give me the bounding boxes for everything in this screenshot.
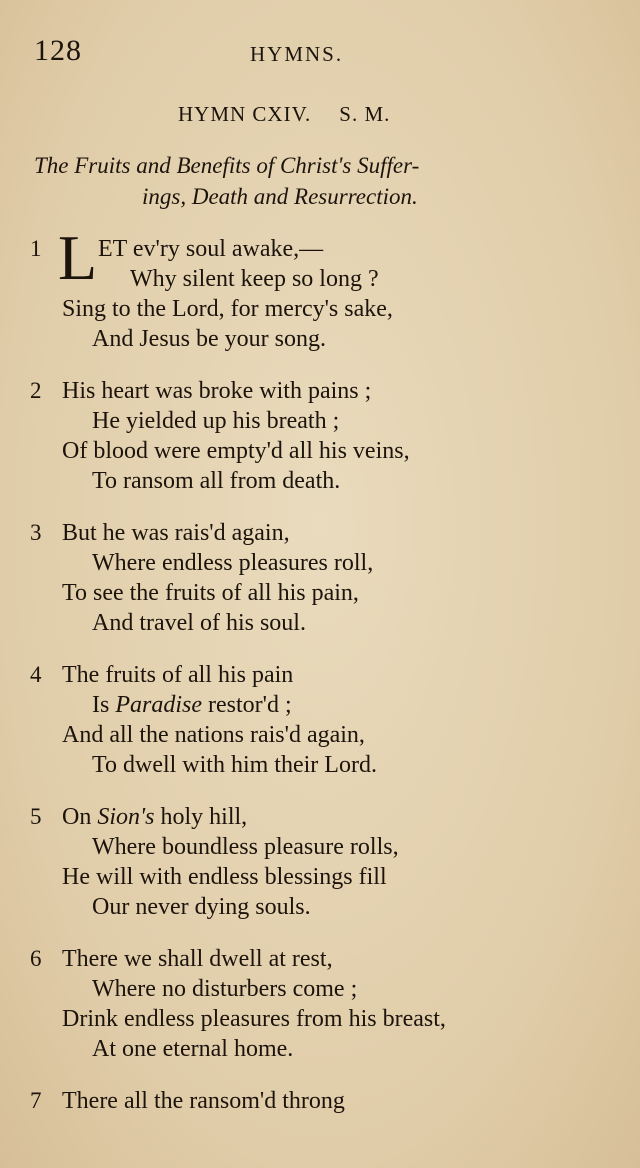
verse-line: And travel of his soul. xyxy=(92,610,306,636)
verse-number: 6 xyxy=(30,946,42,971)
verse-line: Where no disturbers come ; xyxy=(92,976,358,1002)
verse-line: Our never dying souls. xyxy=(92,894,311,920)
verse-line: His heart was broke with pains ; xyxy=(62,378,372,404)
verse-number: 4 xyxy=(30,662,42,687)
text-segment: Is xyxy=(92,692,116,718)
verse-line: And Jesus be your song. xyxy=(92,326,326,352)
hymn-subtitle xyxy=(34,150,614,212)
verse-line: Of blood were empty'd all his veins, xyxy=(62,438,410,464)
drop-cap: L xyxy=(58,222,98,293)
verse-line: ET ev'ry soul awake,— xyxy=(98,236,324,262)
verse-line: Drink endless pleasures from his breast, xyxy=(62,1006,446,1032)
italic-word: Sion's xyxy=(97,804,155,830)
verse-line: Why silent keep so long ? xyxy=(130,266,379,292)
verse-number: 2 xyxy=(30,378,42,403)
verse-line: The fruits of all his pain xyxy=(62,662,294,688)
hymn-meter: S. M. xyxy=(339,102,391,126)
verse-line: To dwell with him their Lord. xyxy=(92,752,377,778)
running-head: HYMNS. xyxy=(250,42,344,66)
verse-line: But he was rais'd again, xyxy=(62,520,290,546)
text-segment: restor'd ; xyxy=(202,692,292,718)
verse-line xyxy=(62,804,247,831)
verse-number: 7 xyxy=(30,1088,42,1113)
verse-line: Sing to the Lord, for mercy's sake, xyxy=(62,296,393,322)
verse-line: To see the fruits of all his pain, xyxy=(62,580,359,606)
verse-line: Where boundless pleasure rolls, xyxy=(92,834,399,860)
verse-line: At one eternal home. xyxy=(92,1036,294,1062)
hymn-title: HYMN CXIV. xyxy=(178,102,312,126)
italic-word: Paradise xyxy=(115,692,203,718)
subtitle-line-1: The Fruits and Benefits of Christ's Suffer- xyxy=(34,153,420,178)
subtitle-line-2: ings, Death and Resurrection. xyxy=(142,184,418,209)
verse-number: 1 xyxy=(30,236,42,261)
hymn-heading xyxy=(178,102,390,127)
verse-number: 3 xyxy=(30,520,42,545)
text-segment: On xyxy=(62,804,98,830)
verse-line: There all the ransom'd throng xyxy=(62,1088,345,1114)
verse-line: Where endless pleasures roll, xyxy=(92,550,374,576)
verse-line: He yielded up his breath ; xyxy=(92,408,340,434)
verse-line: And all the nations rais'd again, xyxy=(62,722,365,748)
verse-line: To ransom all from death. xyxy=(92,468,341,494)
page-number: 128 xyxy=(34,34,82,67)
verse-number: 5 xyxy=(30,804,42,829)
verse-line xyxy=(92,692,292,719)
verse-line: There we shall dwell at rest, xyxy=(62,946,333,972)
text-segment: holy hill, xyxy=(154,804,248,830)
verse-line: He will with endless blessings fill xyxy=(62,864,387,890)
